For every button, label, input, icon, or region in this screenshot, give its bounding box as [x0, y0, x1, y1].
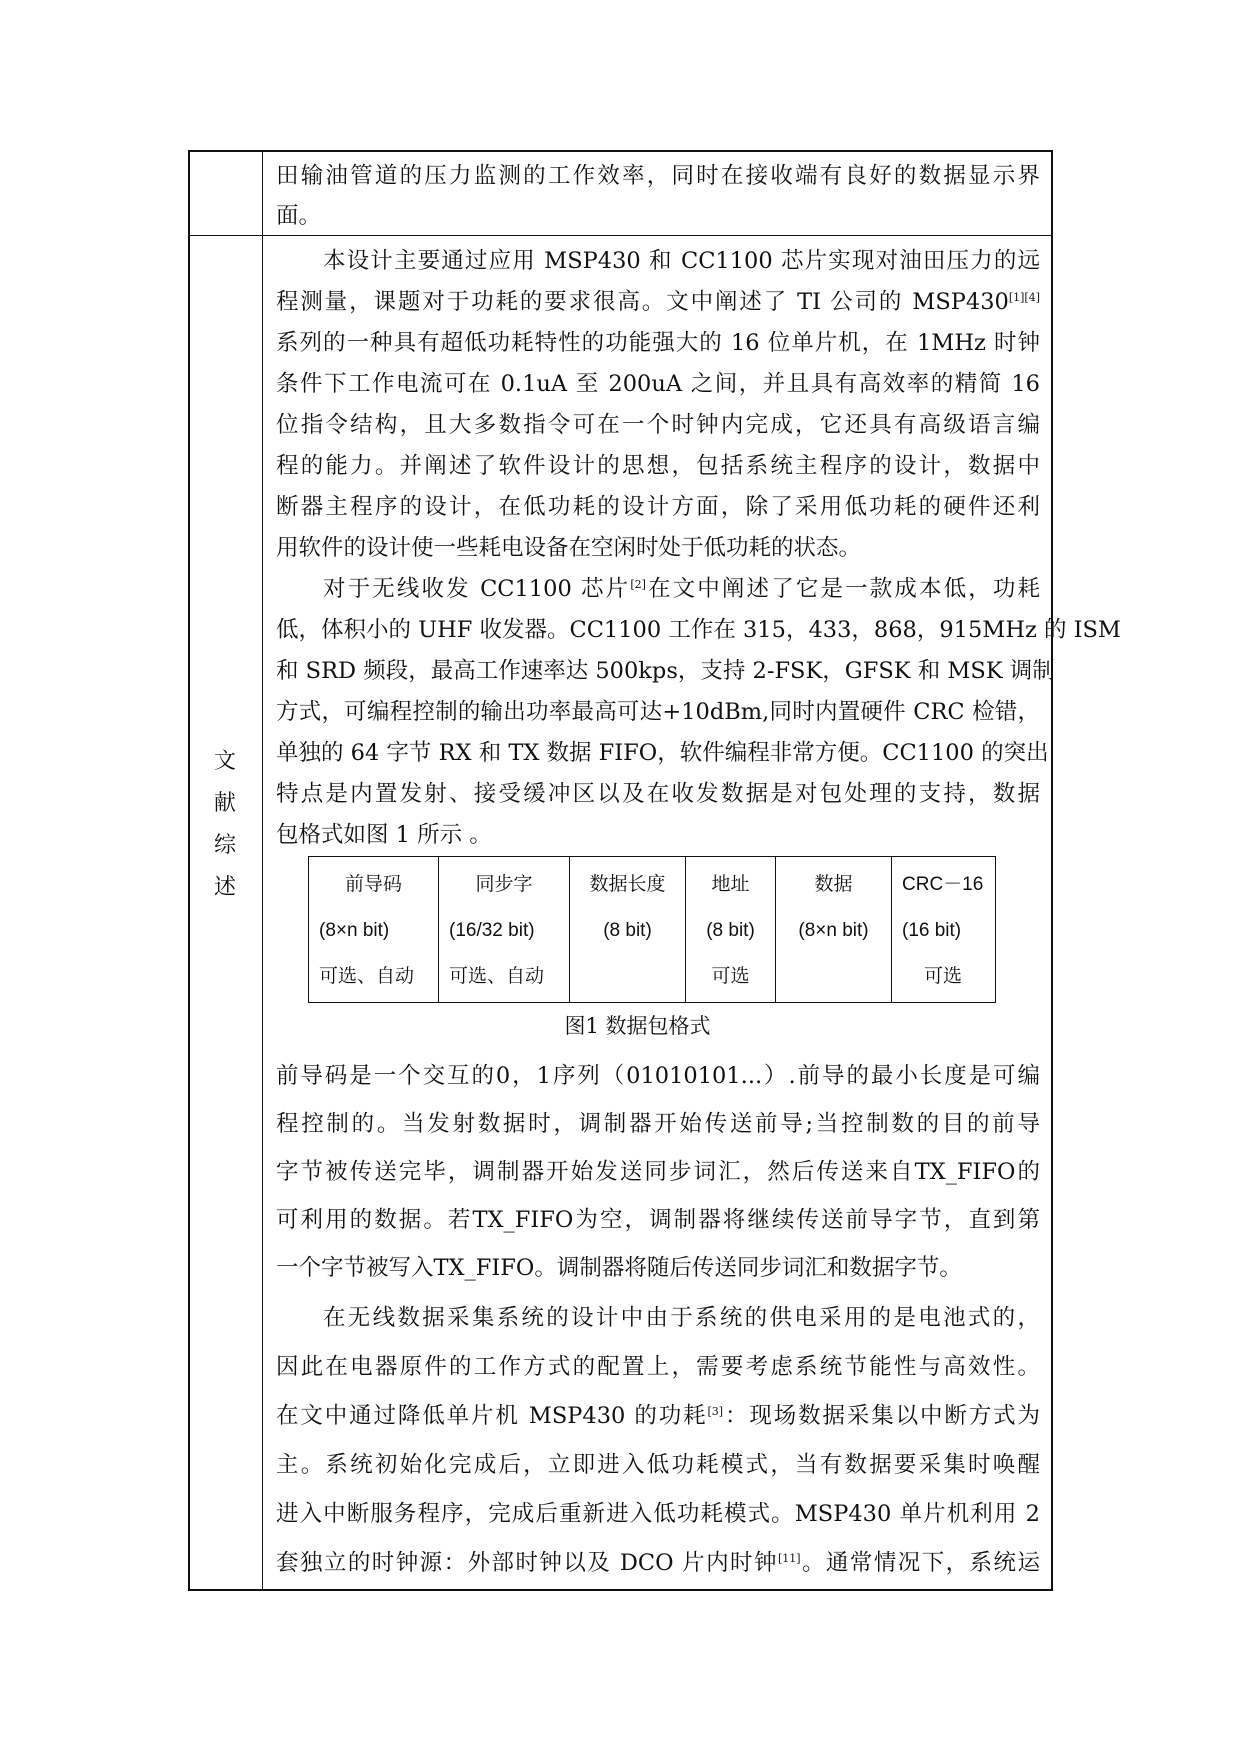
packet-field: [776, 857, 892, 1002]
field-note: 可选、自动: [449, 966, 545, 987]
paragraph-2-line: 单独的 64 字节 RX 和 TX 数据 FIFO，软件编程非常方便。CC1100 的突出: [276, 740, 1049, 766]
paragraph-1-line: 程的能力。并阐述了软件设计的思想，包括系统主程序的设计，数据中: [276, 453, 1040, 479]
field-name: 前导码: [344, 874, 402, 895]
text-span: 在文中阐述了它是一款成本低，功耗: [645, 576, 1040, 602]
text-span: 对于无线收发 CC1100 芯片: [323, 576, 631, 602]
text-span: 在文中通过降低单片机 MSP430 的功耗: [276, 1403, 708, 1429]
text-span: ：现场数据采集以中断方式为: [723, 1403, 1040, 1429]
paragraph-4-line: 因此在电器原件的工作方式的配置上，需要考虑系统节能性与高效性。: [276, 1354, 1040, 1380]
packet-format-table: [308, 856, 996, 1003]
citation-ref: [11]: [777, 1552, 801, 1565]
field-name: 数据: [814, 874, 853, 895]
section-label-char: 综: [213, 833, 236, 858]
text-span: 程测量，课题对于功耗的要求很高。文中阐述了 TI 公司的 MSP430: [276, 289, 1009, 315]
section-label-char: 献: [213, 791, 236, 816]
field-name: 地址: [711, 874, 750, 895]
field-name: 数据长度: [589, 874, 666, 895]
paragraph-4-line: 进入中断服务程序，完成后重新进入低功耗模式。MSP430 单片机利用 2: [276, 1501, 1040, 1527]
section-label-char: 文: [213, 749, 236, 774]
paragraph-1-line: [276, 287, 1040, 317]
paragraph-1-line: 条件下工作电流可在 0.1uA 至 200uA 之间，并且具有高效率的精简 16: [276, 371, 1040, 397]
citation-ref: [1][4]: [1008, 291, 1040, 304]
paragraph-3-line: 一个字节被写入TX_FIFO。调制器将随后传送同步词汇和数据字节。: [276, 1255, 962, 1281]
field-note: 可选: [711, 966, 750, 987]
column-divider: [262, 150, 263, 1591]
packet-field: [439, 857, 570, 1002]
paragraph-4-line: 主。系统初始化完成后，立即进入低功耗模式，当有数据要采集时唤醒: [276, 1452, 1040, 1478]
figure-caption: 图1 数据包格式: [564, 1014, 711, 1038]
paragraph-4-line: 在无线数据采集系统的设计中由于系统的供电采用的是电池式的，: [323, 1305, 1040, 1331]
intro-line: 面。: [276, 203, 322, 229]
field-name: CRC－16: [902, 874, 984, 895]
text-span: 。通常情况下，系统运: [800, 1550, 1040, 1576]
paragraph-1-line: 系列的一种具有超低功耗特性的功能强大的 16 位单片机，在 1MHz 时钟: [276, 330, 1040, 356]
section-label-char: 述: [213, 875, 236, 900]
field-note: 可选、自动: [319, 966, 415, 987]
field-size: (8×n bit): [319, 920, 390, 941]
field-size: (8 bit): [603, 920, 652, 941]
field-name: 同步字: [475, 874, 533, 895]
paragraph-3-line: 前导码是一个交互的0，1序列（01010101...）.前导的最小长度是可编: [276, 1063, 1040, 1089]
paragraph-1-line: 本设计主要通过应用 MSP430 和 CC1100 芯片实现对油田压力的远: [323, 248, 1040, 274]
paragraph-2-line: [323, 574, 1040, 604]
paragraph-3-line: 字节被传送完毕，调制器开始发送同步词汇，然后传送来自TX_FIFO的: [276, 1159, 1040, 1185]
paragraph-4-line: [276, 1401, 1040, 1431]
paragraph-2-line: 方式，可编程控制的输出功率最高可达+10dBm,同时内置硬件 CRC 检错，: [276, 699, 1040, 725]
paragraph-1-line: 断器主程序的设计，在低功耗的设计方面，除了采用低功耗的硬件还利: [276, 494, 1040, 520]
paragraph-3-line: 程控制的。当发射数据时，调制器开始传送前导;当控制数的目的前导: [276, 1111, 1040, 1137]
field-size: (16/32 bit): [449, 920, 535, 941]
paragraph-2-line: 和 SRD 频段，最高工作速率达 500kps，支持 2-FSK，GFSK 和 MSK 调制: [276, 658, 1055, 684]
packet-field: [686, 857, 776, 1002]
section-label: [188, 236, 262, 1591]
paragraph-4-line: [276, 1548, 1040, 1578]
field-size: (8 bit): [706, 920, 755, 941]
paragraph-1-line: 用软件的设计使一些耗电设备在空闲时处于低功耗的状态。: [276, 535, 862, 561]
paragraph-3-line: 可利用的数据。若TX_FIFO为空，调制器将继续传送前导字节，直到第: [276, 1207, 1040, 1233]
field-note: 可选: [923, 966, 962, 987]
paragraph-1-line: 位指令结构，且大多数指令可在一个时钟内完成，它还具有高级语言编: [276, 412, 1040, 438]
packet-field: [570, 857, 686, 1002]
intro-line: 田输油管道的压力监测的工作效率，同时在接收端有良好的数据显示界: [276, 163, 1040, 189]
citation-ref: [3]: [707, 1405, 724, 1418]
paragraph-2-line: 特点是内置发射、接受缓冲区以及在收发数据是对包处理的支持，数据: [276, 781, 1040, 807]
field-size: (8×n bit): [798, 920, 869, 941]
row-divider: [188, 235, 1053, 236]
text-span: 套独立的时钟源：外部时钟以及 DCO 片内时钟: [276, 1550, 778, 1576]
field-size: (16 bit): [902, 920, 962, 941]
citation-ref: [2]: [630, 578, 646, 591]
paragraph-2-line: 低，体积小的 UHF 收发器。CC1100 工作在 315，433，868，915MHz 的 ISM: [276, 617, 1121, 643]
packet-field: [309, 857, 439, 1002]
paragraph-2-line: 包格式如图 1 所示 。: [276, 822, 492, 848]
packet-field: [892, 857, 994, 1002]
